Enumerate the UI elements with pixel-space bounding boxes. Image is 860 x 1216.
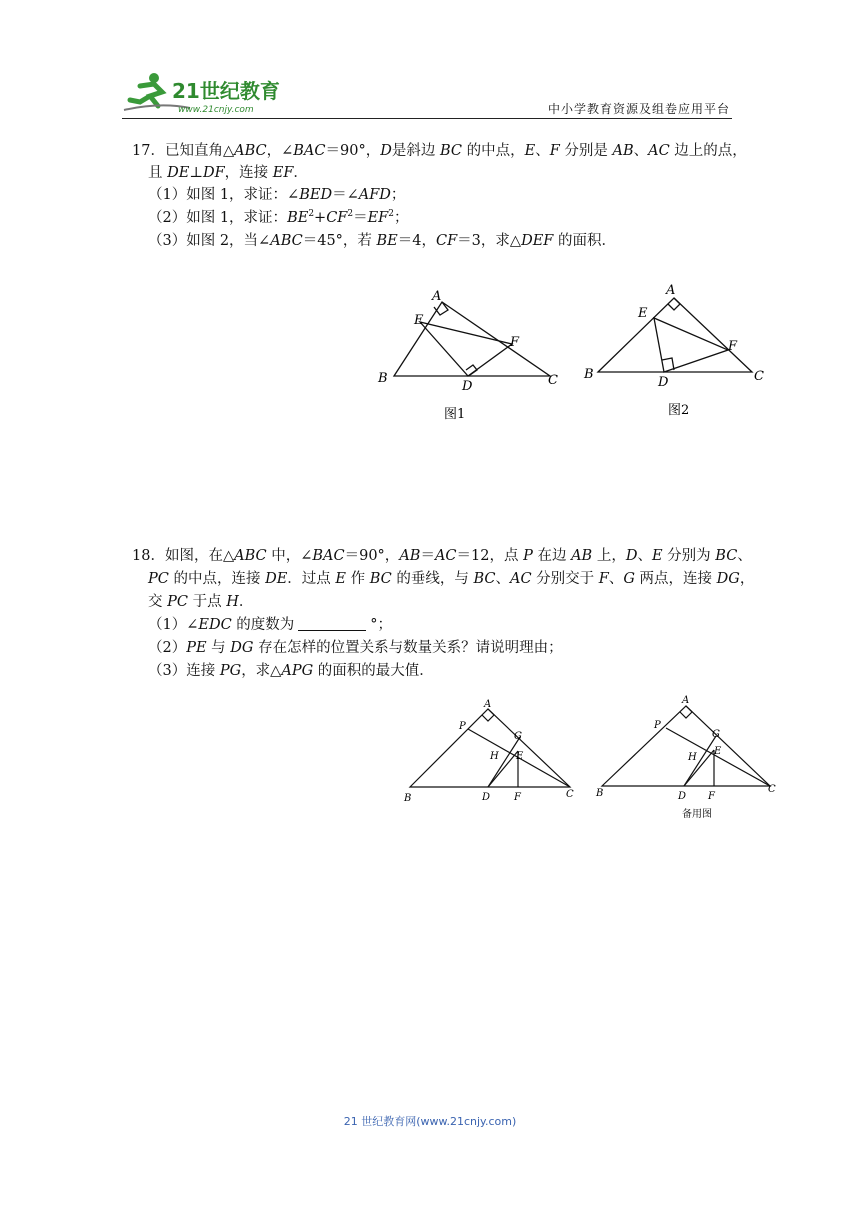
footer-source[interactable]: 21 世纪教育网(www.21cnjy.com): [343, 1115, 517, 1128]
fig2-caption: 图2: [668, 403, 690, 418]
label-F: F: [708, 791, 715, 802]
site-logo: [120, 68, 290, 118]
label-A: A: [682, 695, 690, 706]
label-P: P: [459, 721, 466, 732]
logo-text: 21世纪教育: [172, 79, 280, 103]
label-B: B: [378, 371, 388, 386]
label-C: C: [754, 369, 764, 384]
label-D: D: [462, 379, 473, 394]
label-C: C: [548, 373, 558, 388]
q18-stem-line2: PC 的中点，连接 DE．过点 E 作 BC 的垂线，与 BC、AC 分别交于 F、G 两点，连接 DG，: [148, 571, 755, 587]
label-H: H: [688, 752, 697, 763]
q17-stem-line2: 且 DE⊥DF，连接 EF．: [148, 165, 308, 181]
label-E: E: [516, 751, 524, 762]
label-D: D: [482, 792, 491, 803]
label-D: D: [658, 375, 669, 390]
q17-figure-2: [580, 280, 770, 430]
label-E: E: [714, 746, 722, 757]
q18-stem-line3: 交 PC 于点 H．: [148, 594, 254, 610]
label-G: G: [712, 729, 720, 740]
q18-part3: （3）连接 PG，求△APG 的面积的最大值．: [148, 663, 434, 679]
q17-figure-1: [370, 280, 570, 430]
q18-part2: （2）PE 与 DG 存在怎样的位置关系与数量关系？请说明理由；: [148, 640, 563, 656]
label-G: G: [514, 731, 522, 742]
label-H: H: [490, 751, 499, 762]
q18-part1: （1）∠EDC 的度数为 °；: [148, 617, 393, 633]
label-E: E: [638, 306, 648, 321]
platform-name: 中小学教育资源及组卷应用平台: [547, 102, 730, 116]
q18-stem-line1: 18．如图，在△ABC 中，∠BAC＝90°，AB＝AC＝12，点 P 在边 AB 上，D、E 分别为 BC、: [132, 548, 752, 564]
label-B: B: [404, 793, 412, 804]
label-E: E: [414, 313, 424, 328]
fig-backup-caption: 备用图: [682, 809, 712, 820]
label-A: A: [666, 283, 676, 298]
q17-part2: （2）如图 1，求证：$BE^2+CF^2=EF^2$；: [148, 209, 409, 226]
answer-blank[interactable]: [298, 616, 366, 631]
q17-part3: （3）如图 2，当∠ABC＝45°，若 BE＝4，CF＝3，求△DEF 的面积．: [148, 233, 616, 249]
q18-figure-backup: [592, 688, 782, 823]
label-F: F: [510, 335, 520, 350]
label-C: C: [768, 784, 776, 795]
q17-part1: （1）如图 1，求证：∠BED＝∠AFD；: [148, 187, 406, 203]
label-B: B: [596, 788, 604, 799]
label-A: A: [432, 289, 442, 304]
label-D: D: [678, 791, 687, 802]
label-B: B: [584, 367, 594, 382]
label-F: F: [728, 339, 738, 354]
label-F: F: [514, 792, 521, 803]
label-P: P: [654, 720, 661, 731]
fig1-caption: 图1: [444, 407, 466, 422]
label-A: A: [484, 699, 492, 710]
q18-figure-main: [398, 695, 588, 815]
logo-url: www.21cnjy.com: [178, 105, 254, 115]
q17-stem-line1: 17．已知直角△ABC，∠BAC＝90°，D是斜边 BC 的中点，E、F 分别是 AB、AC 边上的点，: [132, 143, 747, 159]
label-C: C: [566, 789, 574, 800]
header-divider: [122, 118, 732, 119]
